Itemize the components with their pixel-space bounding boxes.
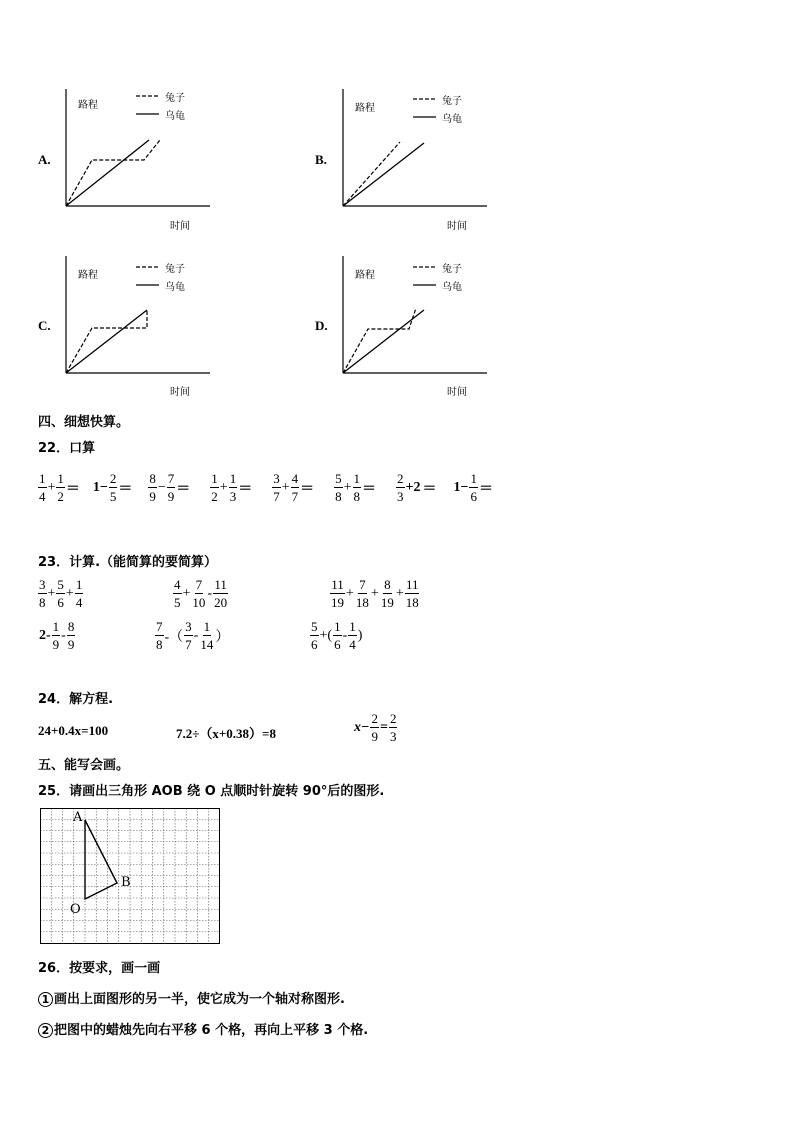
q23-expr-1: $\frac{3}{8}$ + $\frac{5}{6}$ + $\frac{1}{4}$ <box>39 577 83 610</box>
q23-label: 23．计算.（能简算的要简算） <box>38 555 218 570</box>
graph-b-legend-rabbit: 兔子 <box>442 96 462 107</box>
q22-item-7: $\frac{2}{3}$ +2 ＝ <box>397 471 437 504</box>
graph-d-turtle-line <box>343 310 424 373</box>
graph-b <box>337 85 487 245</box>
graph-c-legend-rabbit: 兔子 <box>165 264 185 275</box>
q23-expr-3: $\frac{11}{19}$ + $\frac{7}{18}$ + $\frac{8}{19}$ + $\frac{11}{18}$ <box>331 577 419 610</box>
point-b-label: B <box>121 875 131 890</box>
graph-d-x-label: 时间 <box>447 387 467 398</box>
graph-d-y-label: 路程 <box>355 270 375 281</box>
option-c-label: C. <box>38 318 51 333</box>
graph-b-x-label: 时间 <box>447 221 467 232</box>
graph-a-legend-turtle: 乌龟 <box>165 111 185 122</box>
q24-eq-3: x− $\frac{2}{9}$ = $\frac{2}{3}$ <box>354 711 397 744</box>
point-o-label: O <box>70 902 81 917</box>
q22-item-5: $\frac{3}{7}$ + $\frac{4}{7}$ ＝ <box>273 471 315 504</box>
graph-c-x-label: 时间 <box>170 387 190 398</box>
option-d-label: D. <box>315 318 328 333</box>
q22-row <box>38 472 494 503</box>
graph-d-legend-rabbit: 兔子 <box>442 264 462 275</box>
graph-b-y-label: 路程 <box>355 103 375 114</box>
section-4-title: 四、细想快算。 <box>38 415 130 430</box>
graph-a-rabbit-line <box>66 140 160 206</box>
graph-a-x-label: 时间 <box>170 221 190 232</box>
graph-d <box>337 252 487 412</box>
graph-b-legend-turtle: 乌龟 <box>442 114 462 125</box>
q22-item-4: $\frac{1}{2}$ + $\frac{1}{3}$ ＝ <box>211 471 253 504</box>
q22-label: 22．口算 <box>38 441 96 456</box>
graph-a-legend-rabbit: 兔子 <box>165 93 185 104</box>
q22-item-1: $\frac{1}{4}$ + $\frac{1}{2}$ ＝ <box>39 471 80 504</box>
q22-item-6: $\frac{5}{8}$ + $\frac{1}{8}$ ＝ <box>335 471 377 504</box>
option-a-label: A. <box>38 152 51 167</box>
circled-number-2: 2 <box>38 1023 53 1038</box>
q24-label: 24．解方程. <box>38 692 114 707</box>
graph-c-turtle-line <box>66 310 147 373</box>
point-a-label: A <box>73 810 83 825</box>
section-5-title: 五、能写会画。 <box>38 758 130 773</box>
q23-expr-4: 2- $\frac{1}{9}$ - $\frac{8}{9}$ <box>39 619 75 652</box>
q26-item-1: 1 画出上面图形的另一半，使它成为一个轴对称图形. <box>38 988 345 1007</box>
circled-number-1: 1 <box>38 992 53 1007</box>
q26-item-2: 2 把图中的蜡烛先向右平移 6 个格，再向上平移 3 个格. <box>38 1019 368 1038</box>
graph-d-legend-turtle: 乌龟 <box>442 282 462 293</box>
q22-item-8: 1− $\frac{1}{6}$ ＝ <box>453 471 493 504</box>
q26-label: 26．按要求，画一画 <box>38 961 161 976</box>
q23-expr-5: $\frac{7}{8}$ -（ $\frac{3}{7}$ - $\frac{1}{14}$ ） <box>156 619 230 652</box>
graph-a-turtle-line <box>66 140 149 206</box>
triangle-aob <box>85 820 117 899</box>
q25-grid-figure <box>40 808 220 944</box>
q24-eq-2: 7.2÷（x+0.38）=8 <box>176 726 276 741</box>
graph-c-legend-turtle: 乌龟 <box>165 282 185 293</box>
q23-expr-2: $\frac{4}{5}$ + $\frac{7}{10}$ - $\frac{11}{20}$ <box>174 577 228 610</box>
q24-eq-1: 24+0.4x=100 <box>38 723 109 738</box>
graph-c <box>60 252 210 412</box>
graph-a <box>60 85 210 245</box>
option-b-label: B. <box>315 152 327 167</box>
graph-b-turtle-line <box>343 143 424 206</box>
q25-label: 25．请画出三角形 AOB 绕 O 点顺时针旋转 90°后的图形. <box>38 784 385 799</box>
q22-item-3: $\frac{8}{9}$ − $\frac{7}{9}$ ＝ <box>149 471 191 504</box>
graph-a-y-label: 路程 <box>78 100 98 111</box>
graph-b-rabbit-line <box>343 142 400 206</box>
graph-d-rabbit-line <box>343 308 416 373</box>
q23-expr-6: $\frac{5}{6}$ +( $\frac{1}{6}$ - $\frac{1}{4}$ ) <box>311 619 363 652</box>
q22-item-2: 1− $\frac{2}{5}$ ＝ <box>92 471 133 504</box>
graph-c-y-label: 路程 <box>78 270 98 281</box>
